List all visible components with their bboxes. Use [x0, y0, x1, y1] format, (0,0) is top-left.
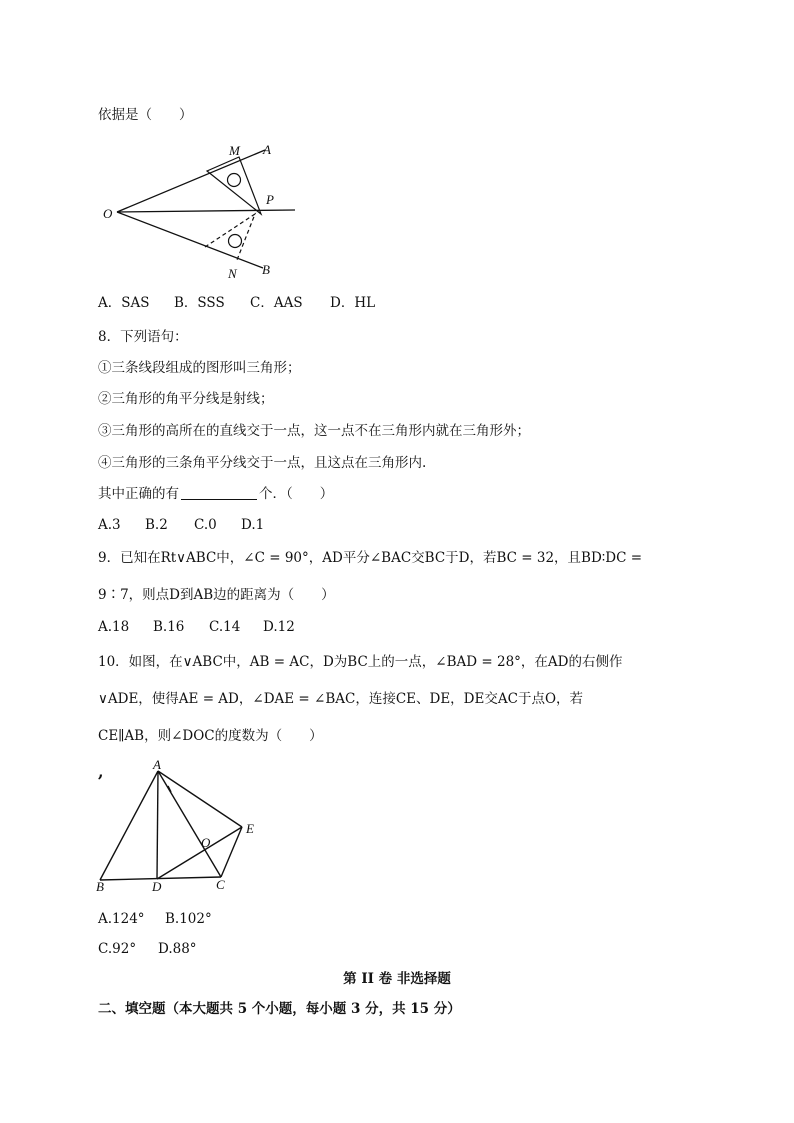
q7-option-a[interactable]: A．SAS	[98, 295, 150, 311]
label-A: A	[153, 758, 161, 772]
q10-stray-mark: ,	[98, 762, 104, 781]
q9-line-2: 9∶7，则点D到AB边的距离为（ ）	[98, 587, 335, 603]
ray-OP	[117, 210, 295, 212]
q8-title: 8．下列语句：	[98, 329, 188, 345]
segment-DE	[157, 827, 242, 879]
q10-figure	[92, 758, 282, 893]
q9-option-d[interactable]: D.12	[263, 619, 295, 635]
q8-statement-2: ②三角形的角平分线是射线；	[98, 391, 274, 407]
q8-statement-1: ①三条线段组成的图形叫三角形；	[98, 360, 301, 376]
q8-question	[98, 484, 333, 504]
label-A: A	[263, 142, 271, 157]
label-O: O	[201, 835, 211, 850]
label-P: P	[266, 192, 274, 207]
q8-statement-4: ④三角形的三条角平分线交于一点，且这点在三角形内.	[98, 455, 427, 471]
part2-section-title: 二、填空题（本大题共 5 个小题，每小题 3 分，共 15 分）	[98, 1001, 461, 1017]
segment-AE	[158, 771, 242, 827]
q10-option-d[interactable]: D.88°	[158, 941, 197, 957]
q8-ask-pre: 其中正确的有	[98, 486, 179, 502]
segment-AC	[158, 771, 221, 877]
lower-hole	[229, 235, 242, 248]
q10-option-a[interactable]: A.124°	[98, 911, 145, 927]
label-D: D	[152, 879, 162, 893]
label-B: B	[96, 879, 104, 893]
segment-CE	[221, 827, 242, 877]
q10-options-row-2	[98, 939, 197, 959]
q10-options-row-1	[98, 909, 212, 929]
q8-ask-post: 个．（ ）	[259, 486, 334, 502]
q9-line-1: 9．已知在Rt∨ABC中，∠C = 90°，AD平分∠BAC交BC于D，若BC = 32，且BD∶DC =	[98, 550, 643, 566]
label-B: B	[262, 262, 270, 277]
q7-option-c[interactable]: C．AAS	[250, 295, 303, 311]
q10-option-b[interactable]: B.102°	[165, 911, 212, 927]
part2-heading: 第 II 卷 非选择题	[343, 971, 451, 987]
q7-figure	[95, 138, 315, 288]
q8-options	[98, 515, 264, 535]
label-C: C	[216, 877, 225, 892]
q7-option-d[interactable]: D．HL	[330, 295, 376, 311]
q10-option-c[interactable]: C.92°	[98, 941, 137, 957]
q7-options	[98, 293, 375, 313]
q9-option-b[interactable]: B.16	[153, 619, 185, 635]
q8-statement-3: ③三角形的高所在的直线交于一点，这一点不在三角形内就在三角形外；	[98, 423, 530, 439]
label-O: O	[103, 206, 113, 221]
upper-hole	[228, 174, 241, 187]
label-N: N	[228, 266, 237, 281]
q10-line-3: CE∥AB，则∠DOC的度数为（ ）	[98, 728, 323, 744]
q8-option-a[interactable]: A.3	[98, 517, 121, 533]
q9-option-c[interactable]: C.14	[209, 619, 241, 635]
ray-OA	[117, 150, 265, 212]
q8-option-b[interactable]: B.2	[145, 517, 168, 533]
q10-line-2: ∨ADE，使得AE = AD，∠DAE = ∠BAC，连接CE、DE，DE交AC于点O，若	[98, 691, 584, 707]
q9-options	[98, 617, 295, 637]
label-M: M	[229, 143, 240, 158]
segment-AB	[100, 771, 158, 880]
q9-option-a[interactable]: A.18	[98, 619, 130, 635]
q7-option-b[interactable]: B．SSS	[174, 295, 225, 311]
q7-stem-tail: 依据是（ ）	[98, 107, 193, 123]
segment-AD	[157, 771, 158, 879]
q8-option-d[interactable]: D.1	[241, 517, 265, 533]
q10-line-1: 10．如图，在∨ABC中，AB = AC，D为BC上的一点，∠BAD = 28°，在AD的右侧作	[98, 654, 623, 670]
q8-answer-blank[interactable]	[181, 485, 257, 500]
upper-set-square	[207, 157, 261, 214]
q8-option-c[interactable]: C.0	[194, 517, 217, 533]
label-E: E	[246, 821, 254, 836]
